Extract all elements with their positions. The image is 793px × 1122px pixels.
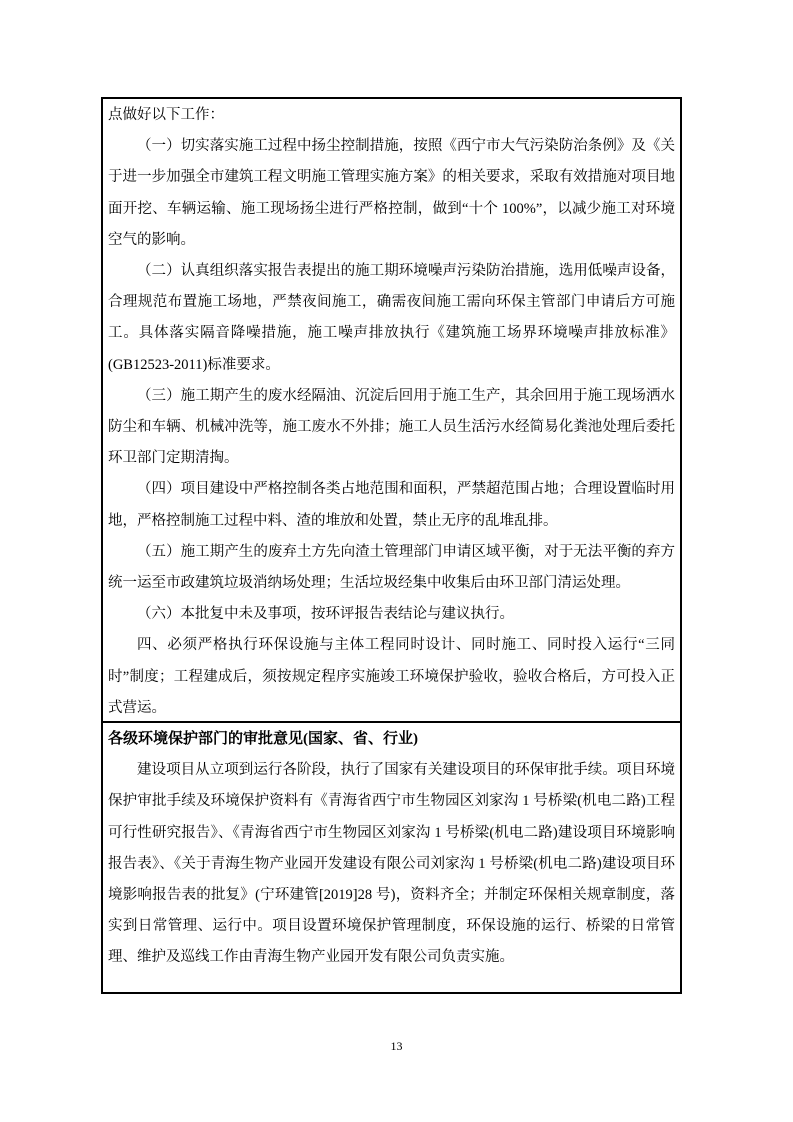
paragraph: （四）项目建设中严格控制各类占地范围和面积，严禁超范围占地；合理设置临时用地，严格控制施工过程中料、渣的堆放和处置，禁止无序的乱堆乱排。	[108, 481, 675, 529]
paragraph: （二）认真组织落实报告表提出的施工期环境噪声污染防治措施，选用低噪声设备，合理规范布置施工场地，严禁夜间施工，确需夜间施工需向环保主管部门申请后方可施工。具体落实隔音降噪措施，施工噪声排放执行《建筑施工场界环境噪声排放标准》(GB12523-2011)标准要求。	[108, 263, 675, 373]
approval-requirements-cell	[103, 99, 680, 723]
approval-table	[101, 97, 682, 994]
paragraph: （五）施工期产生的废弃土方先向渣土管理部门申请区域平衡，对于无法平衡的弃方统一运至市政建筑垃圾消纳场处理；生活垃圾经集中收集后由环卫部门清运处理。	[108, 543, 675, 592]
paragraph: 四、必须严格执行环保设施与主体工程同时设计、同时施工、同时投入运行“三同时”制度；工程建成后，须按规定程序实施竣工环境保护验收，验收合格后，方可投入正式营运。	[108, 637, 675, 716]
paragraph: 点做好以下工作：	[108, 107, 224, 123]
paragraph: （一）切实落实施工过程中扬尘控制措施，按照《西宁市大气污染防治条例》及《关于进一步加强全市建筑工程文明施工管理实施方案》的相关要求，采取有效措施对项目地面开挖、车辆运输、施工现场扬尘进行严格控制，做到“十个 100%”，以减少施工对环境空气的影响。	[108, 138, 675, 248]
department-opinions-cell	[103, 723, 680, 992]
paragraph: （三）施工期产生的废水经隔油、沉淀后回用于施工生产，其余回用于施工现场洒水防尘和车辆、机械冲洗等，施工废水不外排；施工人员生活污水经简易化粪池处理后委托环卫部门定期清掏。	[108, 387, 675, 467]
paragraph: 建设项目从立项到运行各阶段，执行了国家有关建设项目的环保审批手续。项目环境保护审批手续及环境保护资料有《青海省西宁市生物园区刘家沟 1 号桥梁(机电二路)工程可行性研究报告》、《青海省西宁市生物园区刘家沟 1 号桥梁(机电二路)建设项目环境影响报告表》、《关于青海生物产业园开发建设有限公司刘家沟 1 号桥梁(机电二路)建设项目环境影响报告表的批复》(宁环建管[2019]28 号)，资料齐全；并制定环保相关规章制度，落实到日常管理、运行中。项目设置环境保护管理制度，环保设施的运行、桥梁的日常管理、维护及巡线工作由青海生物产业园开发有限公司负责实施。	[108, 762, 675, 966]
page-number: 13	[390, 1039, 403, 1053]
section-heading: 各级环境保护部门的审批意见(国家、省、行业)	[108, 731, 418, 747]
section-body	[108, 755, 675, 973]
paragraph: （六）本批复中未及事项，按环评报告表结论与建议执行。	[137, 606, 514, 623]
